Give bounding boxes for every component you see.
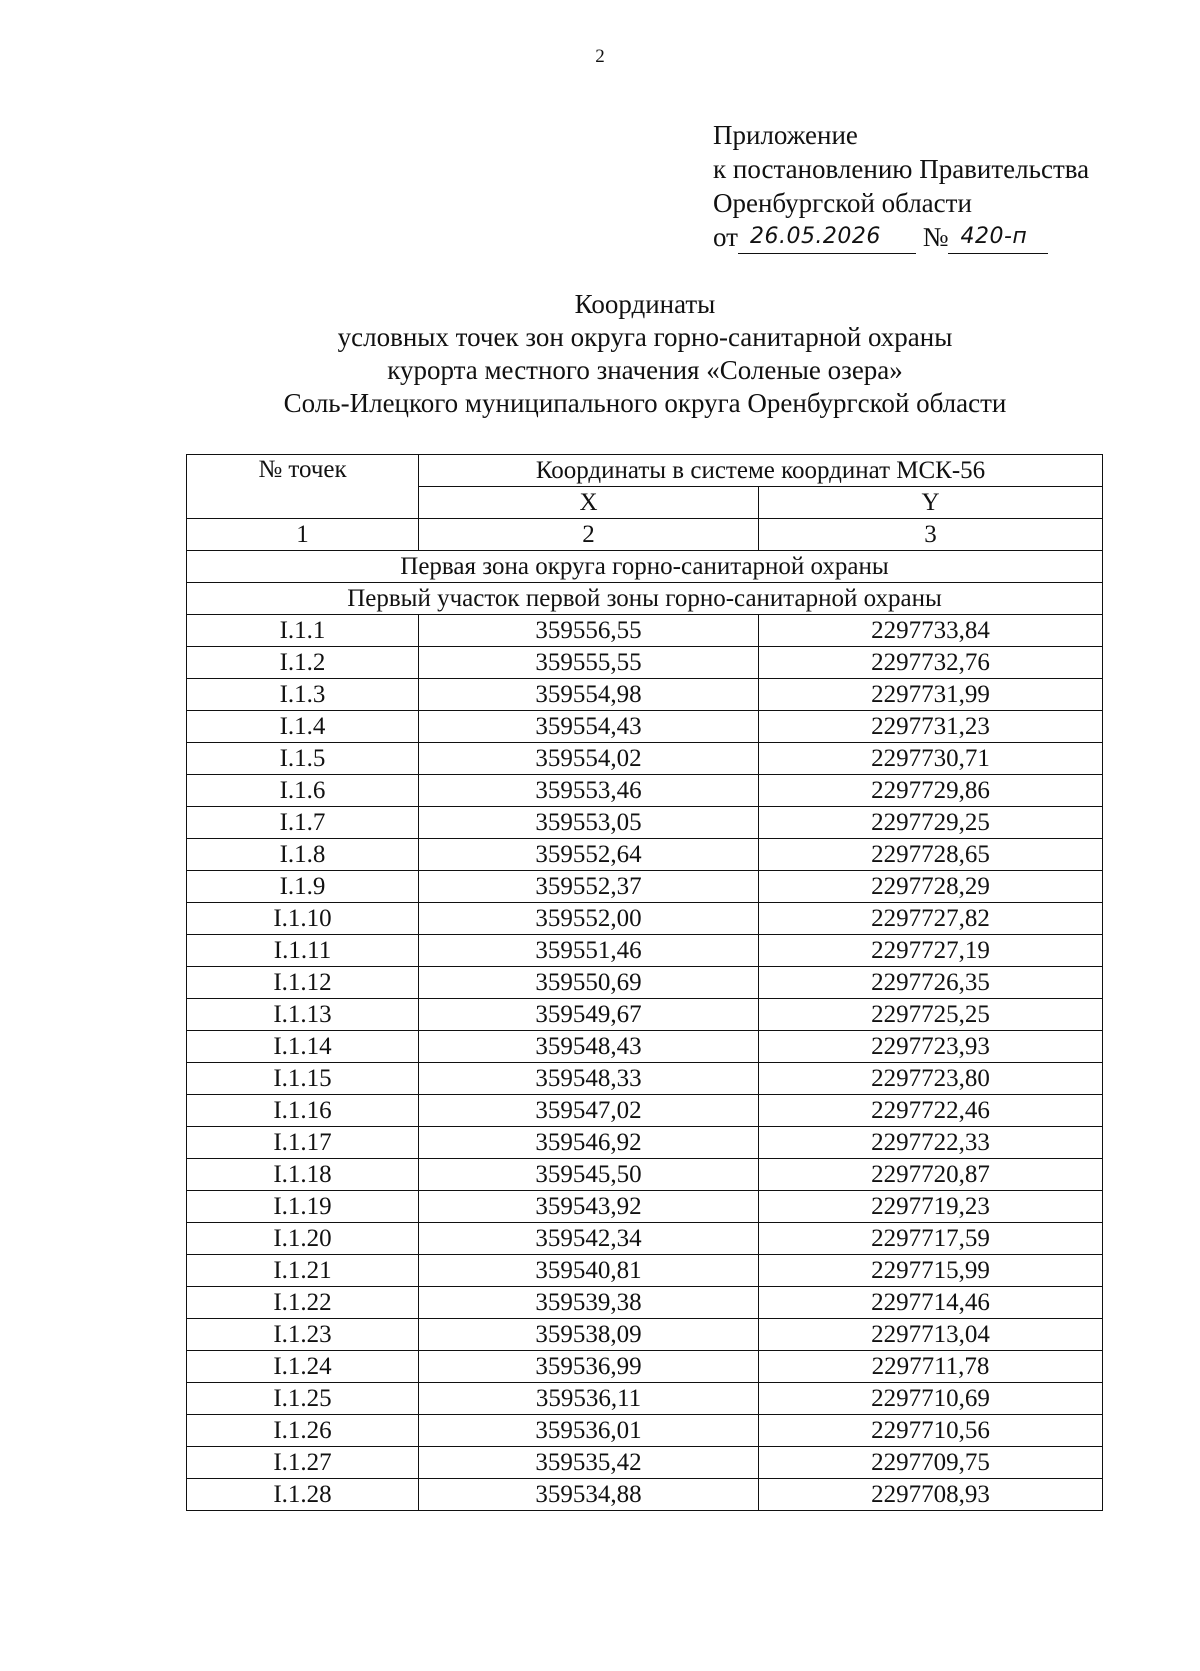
y-coordinate-cell: 2297727,19 — [759, 935, 1103, 967]
table-row — [187, 935, 1103, 967]
x-coordinate-cell: 359554,43 — [419, 711, 759, 743]
table-row — [187, 1223, 1103, 1255]
x-coordinate-cell: 359545,50 — [419, 1159, 759, 1191]
y-coordinate-cell: 2297708,93 — [759, 1479, 1103, 1511]
point-id-cell: I.1.8 — [187, 839, 419, 871]
point-id-cell: I.1.21 — [187, 1255, 419, 1287]
y-coordinate-cell: 2297728,65 — [759, 839, 1103, 871]
section-row — [187, 583, 1103, 615]
point-id-cell: I.1.12 — [187, 967, 419, 999]
x-coordinate-cell: 359551,46 — [419, 935, 759, 967]
y-coordinate-cell: 2297730,71 — [759, 743, 1103, 775]
y-coordinate-cell: 2297722,46 — [759, 1095, 1103, 1127]
table-row — [187, 1383, 1103, 1415]
appendix-region-line: Оренбургской области — [713, 188, 972, 218]
x-coordinate-cell: 359546,92 — [419, 1127, 759, 1159]
point-id-cell: I.1.20 — [187, 1223, 419, 1255]
coordinates-table — [186, 454, 1103, 1511]
number-prefix: № — [922, 222, 949, 252]
y-coordinate-cell: 2297731,99 — [759, 679, 1103, 711]
y-coordinate-cell: 2297719,23 — [759, 1191, 1103, 1223]
table-row — [187, 1479, 1103, 1511]
table-row — [187, 1415, 1103, 1447]
header-row — [187, 455, 1103, 487]
date-prefix: от — [713, 222, 738, 252]
x-coordinate-cell: 359548,33 — [419, 1063, 759, 1095]
y-coordinate-cell: 2297711,78 — [759, 1351, 1103, 1383]
table-row — [187, 1255, 1103, 1287]
y-coordinate-cell: 2297710,69 — [759, 1383, 1103, 1415]
table-row — [187, 615, 1103, 647]
table-row — [187, 711, 1103, 743]
x-coordinate-cell: 359552,00 — [419, 903, 759, 935]
x-coordinate-cell: 359547,02 — [419, 1095, 759, 1127]
y-coordinate-cell: 2297723,93 — [759, 1031, 1103, 1063]
x-coordinate-cell: 359542,34 — [419, 1223, 759, 1255]
table-row — [187, 1319, 1103, 1351]
point-id-cell: I.1.2 — [187, 647, 419, 679]
x-coordinate-cell: 359543,92 — [419, 1191, 759, 1223]
y-coordinate-cell: 2297732,76 — [759, 647, 1103, 679]
section-title: Первый участок первой зоны горно-санитарной охраны — [187, 583, 1103, 615]
y-coordinate-cell: 2297728,29 — [759, 871, 1103, 903]
point-id-cell: I.1.1 — [187, 615, 419, 647]
x-coordinate-cell: 359535,42 — [419, 1447, 759, 1479]
table-row — [187, 1447, 1103, 1479]
x-coordinate-cell: 359536,01 — [419, 1415, 759, 1447]
x-coordinate-cell: 359554,02 — [419, 743, 759, 775]
y-coordinate-cell: 2297729,25 — [759, 807, 1103, 839]
point-id-cell: I.1.18 — [187, 1159, 419, 1191]
table-row — [187, 903, 1103, 935]
point-id-cell: I.1.26 — [187, 1415, 419, 1447]
y-coordinate-cell: 2297727,82 — [759, 903, 1103, 935]
point-id-cell: I.1.10 — [187, 903, 419, 935]
appendix-block — [713, 118, 1089, 257]
appendix-resolution-line: к постановлению Правительства — [713, 154, 1090, 184]
point-id-cell: I.1.13 — [187, 999, 419, 1031]
table-row — [187, 1159, 1103, 1191]
zone-row — [187, 551, 1103, 583]
point-id-cell: I.1.16 — [187, 1095, 419, 1127]
y-coordinate-cell: 2297714,46 — [759, 1287, 1103, 1319]
x-coordinate-cell: 359554,98 — [419, 679, 759, 711]
table-row — [187, 1351, 1103, 1383]
table-row — [187, 679, 1103, 711]
appendix-title: Приложение — [713, 120, 858, 150]
table-row — [187, 1127, 1103, 1159]
y-coordinate-cell: 2297710,56 — [759, 1415, 1103, 1447]
table-row — [187, 1063, 1103, 1095]
y-coordinate-cell: 2297713,04 — [759, 1319, 1103, 1351]
table-row — [187, 775, 1103, 807]
point-id-cell: I.1.9 — [187, 871, 419, 903]
title-line-4: Соль-Илецкого муниципального округа Оренбургской области — [283, 388, 1007, 418]
y-coordinate-cell: 2297715,99 — [759, 1255, 1103, 1287]
number-field — [948, 220, 1048, 257]
x-coordinate-cell: 359553,05 — [419, 807, 759, 839]
table-row — [187, 1095, 1103, 1127]
x-coordinate-cell: 359536,99 — [419, 1351, 759, 1383]
document-title — [0, 288, 1200, 420]
y-coordinate-cell: 2297729,86 — [759, 775, 1103, 807]
column-number-2: 2 — [419, 519, 759, 551]
y-coordinate-cell: 2297725,25 — [759, 999, 1103, 1031]
point-id-cell: I.1.15 — [187, 1063, 419, 1095]
point-id-cell: I.1.24 — [187, 1351, 419, 1383]
table-row — [187, 1287, 1103, 1319]
header-x: X — [419, 487, 759, 519]
x-coordinate-cell: 359555,55 — [419, 647, 759, 679]
x-coordinate-cell: 359548,43 — [419, 1031, 759, 1063]
title-line-3: курорта местного значения «Соленые озера» — [387, 355, 903, 385]
point-id-cell: I.1.19 — [187, 1191, 419, 1223]
point-id-cell: I.1.5 — [187, 743, 419, 775]
table-row — [187, 1031, 1103, 1063]
point-id-cell: I.1.4 — [187, 711, 419, 743]
header-points: № точек — [187, 455, 419, 519]
handwritten-number: 420-п — [960, 224, 1028, 249]
appendix-date-number-line — [713, 220, 1089, 257]
title-line-2: условных точек зон округа горно-санитарной охраны — [337, 322, 953, 352]
x-coordinate-cell: 359556,55 — [419, 615, 759, 647]
point-id-cell: I.1.25 — [187, 1383, 419, 1415]
x-coordinate-cell: 359536,11 — [419, 1383, 759, 1415]
point-id-cell: I.1.7 — [187, 807, 419, 839]
handwritten-date: 26.05.2026 — [749, 224, 881, 249]
y-coordinate-cell: 2297723,80 — [759, 1063, 1103, 1095]
x-coordinate-cell: 359552,64 — [419, 839, 759, 871]
date-field — [738, 220, 916, 257]
y-coordinate-cell: 2297717,59 — [759, 1223, 1103, 1255]
y-coordinate-cell: 2297720,87 — [759, 1159, 1103, 1191]
x-coordinate-cell: 359549,67 — [419, 999, 759, 1031]
x-coordinate-cell: 359539,38 — [419, 1287, 759, 1319]
column-number-1: 1 — [187, 519, 419, 551]
header-coordinate-system: Координаты в системе координат МСК-56 — [419, 455, 1103, 487]
x-coordinate-cell: 359552,37 — [419, 871, 759, 903]
column-number-row — [187, 519, 1103, 551]
column-number-3: 3 — [759, 519, 1103, 551]
table-row — [187, 967, 1103, 999]
y-coordinate-cell: 2297733,84 — [759, 615, 1103, 647]
table-row — [187, 1191, 1103, 1223]
x-coordinate-cell: 359550,69 — [419, 967, 759, 999]
x-coordinate-cell: 359534,88 — [419, 1479, 759, 1511]
y-coordinate-cell: 2297726,35 — [759, 967, 1103, 999]
zone-title: Первая зона округа горно-санитарной охраны — [187, 551, 1103, 583]
table-row — [187, 871, 1103, 903]
x-coordinate-cell: 359538,09 — [419, 1319, 759, 1351]
point-id-cell: I.1.17 — [187, 1127, 419, 1159]
table-row — [187, 839, 1103, 871]
y-coordinate-cell: 2297731,23 — [759, 711, 1103, 743]
table-row — [187, 743, 1103, 775]
header-y: Y — [759, 487, 1103, 519]
table-row — [187, 807, 1103, 839]
point-id-cell: I.1.23 — [187, 1319, 419, 1351]
point-id-cell: I.1.22 — [187, 1287, 419, 1319]
table-row — [187, 647, 1103, 679]
table-row — [187, 999, 1103, 1031]
x-coordinate-cell: 359553,46 — [419, 775, 759, 807]
point-id-cell: I.1.3 — [187, 679, 419, 711]
point-id-cell: I.1.27 — [187, 1447, 419, 1479]
point-id-cell: I.1.14 — [187, 1031, 419, 1063]
point-id-cell: I.1.11 — [187, 935, 419, 967]
y-coordinate-cell: 2297722,33 — [759, 1127, 1103, 1159]
page-number: 2 — [595, 46, 605, 67]
point-id-cell: I.1.28 — [187, 1479, 419, 1511]
point-id-cell: I.1.6 — [187, 775, 419, 807]
y-coordinate-cell: 2297709,75 — [759, 1447, 1103, 1479]
x-coordinate-cell: 359540,81 — [419, 1255, 759, 1287]
title-line-1: Координаты — [574, 289, 716, 319]
